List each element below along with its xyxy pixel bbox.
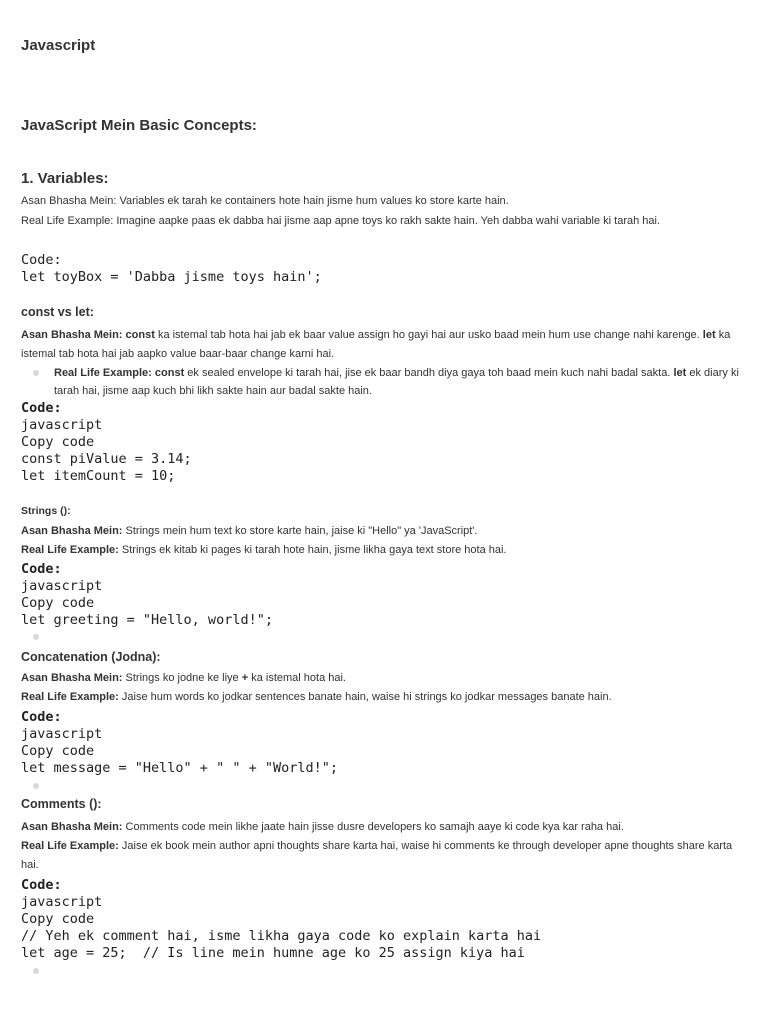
strings-asan bbox=[21, 522, 741, 541]
concat-code-lang: javascript bbox=[21, 726, 103, 742]
concat-code-label: Code: bbox=[21, 709, 62, 725]
concat-asan-text-b: ka istemal hota hai. bbox=[251, 672, 346, 684]
comments-code-line2: let age = 25; // Is line mein humne age ko 25 assign kiya hai bbox=[21, 945, 525, 961]
const-let-code-line1: const piValue = 3.14; bbox=[21, 451, 192, 467]
const-let-code-label: Code: bbox=[21, 400, 62, 416]
bullet-text-b: ek diary ki tarah hai, jisme aap kuch bhi likh sakte hain aur badal sakte hain. bbox=[54, 367, 739, 397]
bullet-real-label: Real Life Example: bbox=[54, 367, 152, 379]
strings-asan-text: Strings mein hum text ko store karte hain, jaise ki "Hello" ya 'JavaScript'. bbox=[125, 525, 478, 537]
bullet-dot-icon bbox=[33, 634, 39, 640]
strings-heading: Strings (): bbox=[21, 505, 71, 517]
const-let-code-lang: javascript bbox=[21, 417, 103, 433]
const-let-copy-button[interactable]: Copy code bbox=[21, 434, 95, 450]
concat-real-label: Real Life Example: bbox=[21, 691, 119, 703]
variables-line1: Asan Bhasha Mein: Variables ek tarah ke containers hote hain jisme hum values ko store karte hain. bbox=[21, 195, 509, 207]
const-let-paragraph bbox=[21, 326, 731, 364]
kw-let: let bbox=[702, 329, 716, 341]
concat-heading: Concatenation (Jodna): bbox=[21, 650, 161, 664]
bullet-text-a: ek sealed envelope ki tarah hai, jise ek baar bandh diya gaya toh baad mein kuch nahi badal sakta. bbox=[187, 367, 671, 379]
comments-heading: Comments (): bbox=[21, 797, 102, 811]
concat-asan-text-a: Strings ko jodne ke liye bbox=[125, 672, 239, 684]
const-text: ka istemal tab hota hai jab ek baar value assign ho gayi hai aur usko baad mein hum use change nahi karenge. bbox=[157, 329, 700, 341]
main-heading: JavaScript Mein Basic Concepts: bbox=[21, 117, 257, 134]
comments-asan bbox=[21, 818, 741, 837]
comments-real-label: Real Life Example: bbox=[21, 840, 119, 852]
concat-real-text: Jaise hum words ko jodkar sentences banate hain, waise hi strings ko jodkar messages banate hain. bbox=[121, 691, 612, 703]
comments-code-label: Code: bbox=[21, 877, 62, 893]
comments-asan-text: Comments code mein likhe jaate hain jisse dusre developers ko samajh aaye ki code kya kar raha hai. bbox=[125, 821, 624, 833]
const-let-code-line2: let itemCount = 10; bbox=[21, 468, 176, 484]
comments-real bbox=[21, 837, 741, 875]
strings-real bbox=[21, 541, 741, 560]
asan-label: Asan Bhasha Mein: bbox=[21, 329, 123, 341]
variables-code-line: let toyBox = 'Dabba jisme toys hain'; bbox=[21, 269, 322, 285]
doc-title: Javascript bbox=[21, 37, 96, 54]
comments-copy-button[interactable]: Copy code bbox=[21, 911, 95, 927]
strings-copy-button[interactable]: Copy code bbox=[21, 595, 95, 611]
bullet-dot-icon bbox=[33, 968, 39, 974]
concat-real bbox=[21, 688, 741, 707]
comments-code-lang: javascript bbox=[21, 894, 103, 910]
const-let-bullet bbox=[54, 364, 744, 400]
strings-code-label: Code: bbox=[21, 561, 62, 577]
const-let-heading: const vs let: bbox=[21, 305, 94, 319]
bullet-kw-const: const bbox=[154, 367, 185, 379]
bullet-dot-icon bbox=[33, 783, 39, 789]
variables-line2: Real Life Example: Imagine aapke paas ek dabba hai jisme aap apne toys ko rakh sakte hain. Yeh dabba wahi variable ki tarah hai. bbox=[21, 215, 661, 227]
let-text: ka istemal tab hota hai jab aapko value baar-baar change karni hai. bbox=[21, 329, 731, 360]
concat-asan-label: Asan Bhasha Mein: bbox=[21, 672, 123, 684]
strings-code-line1: let greeting = "Hello, world!"; bbox=[21, 612, 273, 628]
strings-real-text: Strings ek kitab ki pages ki tarah hote hain, jisme likha gaya text store hota hai. bbox=[121, 544, 507, 556]
concat-asan bbox=[21, 669, 741, 688]
concat-copy-button[interactable]: Copy code bbox=[21, 743, 95, 759]
variables-heading: 1. Variables: bbox=[21, 170, 109, 187]
strings-asan-label: Asan Bhasha Mein: bbox=[21, 525, 123, 537]
bullet-dot-icon bbox=[33, 370, 39, 376]
strings-code-lang: javascript bbox=[21, 578, 103, 594]
concat-code-line1: let message = "Hello" + " " + "World!"; bbox=[21, 760, 338, 776]
kw-const: const bbox=[125, 329, 155, 341]
bullet-kw-let: let bbox=[673, 367, 687, 379]
strings-real-label: Real Life Example: bbox=[21, 544, 119, 556]
comments-asan-label: Asan Bhasha Mein: bbox=[21, 821, 123, 833]
comments-real-text: Jaise ek book mein author apni thoughts share karta hai, waise hi comments ke through developer apne thoughts share karta hai. bbox=[21, 840, 733, 871]
concat-plus: + bbox=[241, 672, 249, 684]
comments-code-line1: // Yeh ek comment hai, isme likha gaya code ko explain karta hai bbox=[21, 928, 542, 944]
variables-code-label: Code: bbox=[21, 252, 62, 268]
